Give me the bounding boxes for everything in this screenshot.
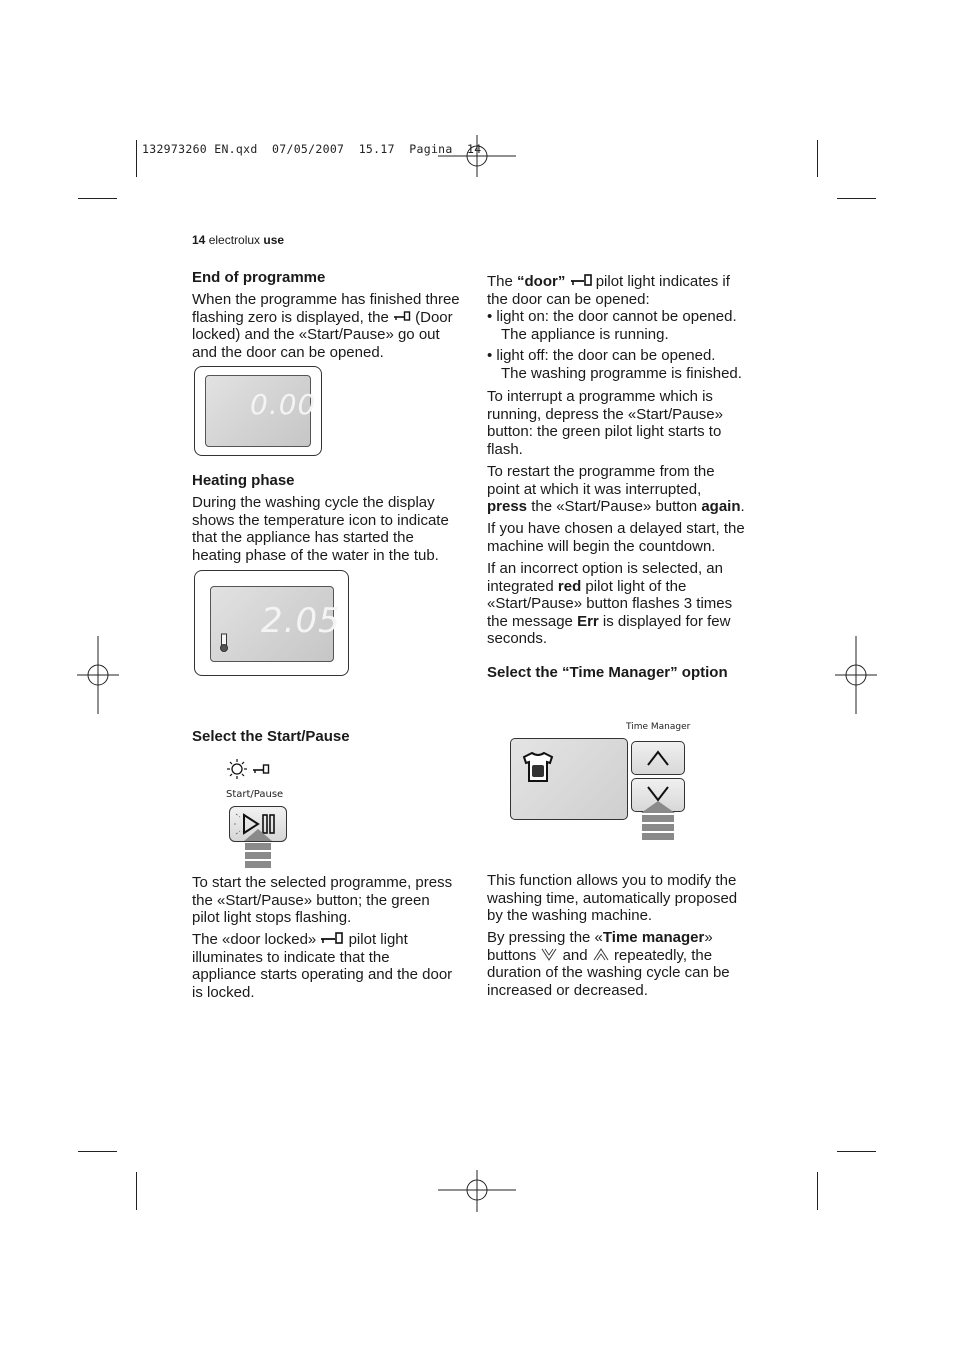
text-line xyxy=(487,498,745,516)
text-fragment: » xyxy=(704,929,713,946)
registration-mark-right xyxy=(835,636,877,714)
text-line xyxy=(487,613,732,631)
text-line: point at which it was interrupted, xyxy=(487,480,702,498)
bullet-item: • light off: the door can be opened. xyxy=(487,347,716,365)
restart-text xyxy=(487,463,745,516)
section-name: use xyxy=(263,233,285,247)
delayed-start-text xyxy=(487,520,745,555)
interrupt-text xyxy=(487,388,723,458)
bullet-continuation: The appliance is running. xyxy=(501,325,669,343)
incorrect-option-text xyxy=(487,560,732,648)
text-line: «Start/Pause» button flashes 3 times xyxy=(487,595,733,613)
text-fragment: repeatedly, the xyxy=(613,946,713,964)
text-line: by the washing machine. xyxy=(487,907,653,925)
text-line xyxy=(192,931,452,949)
pilot-light-icon xyxy=(226,758,248,780)
text-line: that the appliance has started the xyxy=(192,529,414,547)
page-number: 14 xyxy=(192,233,206,247)
brand-name: electrolux xyxy=(208,233,261,247)
text-line: appliance starts operating and the door xyxy=(192,966,453,984)
door-locked-icon xyxy=(570,274,592,286)
text-line: If you have chosen a delayed start, the xyxy=(487,520,745,537)
start-pause-text-1 xyxy=(192,874,452,927)
text-line: If an incorrect option is selected, an xyxy=(487,560,723,577)
text-line: To restart the programme from the xyxy=(487,463,715,480)
time-manager-display xyxy=(510,738,628,820)
registration-mark-left xyxy=(77,636,119,714)
display-screen xyxy=(205,375,317,447)
text-line: shows the temperature icon to indicate xyxy=(192,511,449,529)
text-line: running, depress the «Start/Pause» xyxy=(487,405,723,423)
text-fragment: and xyxy=(562,946,588,964)
text-fragment: (Door xyxy=(415,308,453,326)
text-fragment: again xyxy=(701,498,741,516)
press-indicator-bar xyxy=(642,824,674,831)
time-manager-heading: Select the “Time Manager” option xyxy=(487,664,728,681)
text-line: washing time, automatically proposed xyxy=(487,889,738,907)
heating-phase-heading: Heating phase xyxy=(192,472,295,489)
text-fragment: . xyxy=(740,498,745,516)
text-fragment: is displayed for few xyxy=(598,612,731,630)
text-line: duration of the washing cycle can be xyxy=(487,964,730,982)
end-of-programme-heading: End of programme xyxy=(192,269,326,286)
text-fragment: buttons xyxy=(487,946,537,964)
press-indicator-bar xyxy=(642,833,674,840)
text-fragment: pilot light of the xyxy=(581,577,687,595)
chevron-up-icon xyxy=(646,749,670,767)
door-locked-icon xyxy=(252,764,270,774)
shirt-icon xyxy=(521,751,555,783)
door-locked-icon xyxy=(320,932,344,944)
text-line: heating phase of the water in the tub. xyxy=(192,546,439,564)
text-fragment: The xyxy=(487,273,518,290)
text-line: When the programme has finished three xyxy=(192,291,460,308)
print-header: 132973260 EN.qxd 07/05/2007 15.17 Pagina 14 xyxy=(142,142,482,156)
thermometer-icon xyxy=(219,633,229,653)
text-line: and the door can be opened. xyxy=(192,343,384,361)
display-digits: 2.05 xyxy=(261,601,341,641)
text-line xyxy=(487,273,742,291)
time-manager-up-button[interactable] xyxy=(631,741,685,775)
press-indicator-bar xyxy=(245,861,271,868)
text-line: seconds. xyxy=(487,630,548,648)
time-manager-text-2 xyxy=(487,929,730,999)
text-fragment: red xyxy=(557,577,582,595)
bullet-continuation: The washing programme is finished. xyxy=(501,364,742,382)
press-arrow-icon xyxy=(641,800,675,814)
text-fragment: the message xyxy=(487,612,578,630)
text-line: the «Start/Pause» button; the green xyxy=(192,891,430,909)
text-fragment: “door” xyxy=(517,273,566,290)
display-end-of-programme xyxy=(194,366,322,456)
text-fragment: press xyxy=(487,498,528,516)
text-line: increased or decreased. xyxy=(487,981,648,999)
text-fragment: pilot light xyxy=(348,931,408,948)
press-indicator-bar xyxy=(245,852,271,859)
text-fragment: Err xyxy=(577,612,599,630)
text-fragment: Time manager xyxy=(602,929,705,946)
start-pause-text-2 xyxy=(192,931,452,1001)
press-indicator-bar xyxy=(245,843,271,850)
text-line xyxy=(487,947,730,965)
chevron-down-icon xyxy=(540,947,558,962)
bullet-item: • light on: the door cannot be opened. xyxy=(487,308,737,326)
page-header xyxy=(192,233,284,247)
registration-mark-bottom xyxy=(438,1170,516,1212)
text-line: the door can be opened: xyxy=(487,290,650,308)
text-line: During the washing cycle the display xyxy=(192,494,435,511)
end-of-programme-text xyxy=(192,291,460,361)
text-fragment: pilot light indicates if xyxy=(595,273,730,290)
time-manager-label: Time Manager xyxy=(626,722,691,732)
text-line: button: the green pilot light starts to xyxy=(487,423,722,441)
text-fragment: the «Start/Pause» button xyxy=(527,498,702,516)
heating-phase-text xyxy=(192,494,449,564)
time-manager-text-1 xyxy=(487,872,737,925)
text-line: machine will begin the countdown. xyxy=(487,537,716,555)
text-line: This function allows you to modify the xyxy=(487,872,737,889)
text-line xyxy=(487,578,732,596)
start-pause-heading: Select the Start/Pause xyxy=(192,728,350,745)
text-line xyxy=(192,309,460,327)
text-fragment: flashing zero is displayed, the xyxy=(192,308,389,326)
text-line: is locked. xyxy=(192,983,255,1001)
chevron-up-icon xyxy=(592,947,610,962)
text-fragment: integrated xyxy=(487,577,558,595)
press-indicator-bar xyxy=(642,815,674,822)
text-line: To interrupt a programme which is xyxy=(487,388,713,405)
start-pause-label: Start/Pause xyxy=(226,789,284,800)
text-line: locked) and the «Start/Pause» go out xyxy=(192,326,440,344)
text-line: To start the selected programme, press xyxy=(192,874,453,891)
display-screen xyxy=(210,586,341,662)
text-line: illuminates to indicate that the xyxy=(192,948,390,966)
display-heating-phase xyxy=(194,570,349,676)
display-digits: 0.00 xyxy=(250,388,317,421)
text-fragment: By pressing the « xyxy=(487,929,603,946)
text-line: flash. xyxy=(487,440,523,458)
text-line xyxy=(487,929,730,947)
door-light-text xyxy=(487,273,742,383)
door-locked-icon xyxy=(393,311,411,321)
text-fragment: The «door locked» xyxy=(192,931,317,948)
press-arrow-icon xyxy=(244,828,272,842)
text-line: pilot light stops flashing. xyxy=(192,909,352,927)
